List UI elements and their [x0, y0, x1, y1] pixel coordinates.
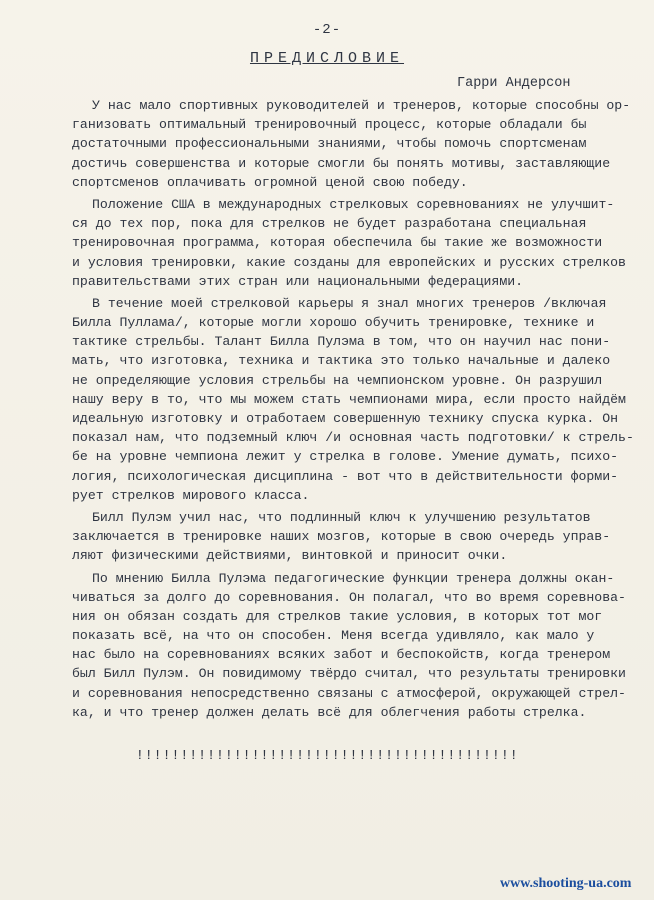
text-line: и соревнования непосредственно связаны с атмосферой, окружающей стрел- [72, 685, 626, 701]
text-line: и условия тренировки, какие созданы для европейских и русских стрелков [72, 254, 626, 270]
text-line: показать всё, на что он способен. Меня всегда удивляло, как мало у [72, 628, 595, 644]
text-line: В течение моей стрелковой карьеры я знал многих тренеров /включая [92, 295, 607, 311]
text-line: По мнению Билла Пулэма педагогические функции тренера должны окан- [92, 570, 615, 586]
text-line: спортсменов оплачивать огромной ценой свою победу. [72, 174, 468, 190]
text-line: бе на уровне чемпиона лежит у стрелка в голове. Умение думать, психо- [72, 449, 619, 465]
document-heading: ПРЕДИСЛОВИЕ [249, 50, 405, 67]
text-line: заключается в тренировке наших мозгов, которые в свою очередь управ- [72, 529, 611, 545]
text-line: ляют физическими действиями, винтовкой и приносит очки. [72, 548, 508, 564]
watermark-url: www.shooting-ua.com [500, 876, 632, 891]
text-line: Билл Пулэм учил нас, что подлинный ключ к улучшению результатов [92, 509, 591, 525]
paragraph [72, 195, 632, 291]
text-line: не определяющие условия стрельбы на чемпионском уровне. Он разрушил [72, 372, 603, 388]
text-line: Положение США в международных стрелковых соревнованиях не улучшит- [92, 196, 615, 212]
text-line: мать, что изготовка, техника и тактика это только начальные и далеко [72, 353, 611, 369]
paragraph [72, 569, 632, 723]
author-name: Гарри Андерсон [457, 76, 571, 91]
paragraph [72, 96, 632, 192]
text-line: показал нам, что подземный ключ /и основная часть подготовки/ к стрель- [72, 430, 634, 446]
text-line: нашу веру в то, что мы можем стать чемпионами мира, если просто найдём [72, 391, 626, 407]
text-line: чиваться за долго до соревнования. Он полагал, что во время соревнова- [72, 589, 626, 605]
text-line: У нас мало спортивных руководителей и тренеров, которые способны ор- [92, 98, 631, 113]
page-number: -2- [312, 22, 342, 38]
paragraph [72, 508, 632, 566]
text-line: ка, и что тренер должен делать всё для облегчения работы стрелка. [72, 704, 587, 720]
text-line: достичь совершенства и которые смогли бы понять мотивы, заставляющие [72, 155, 611, 171]
text-line: ся до тех пор, пока для стрелков не будет разработана специальная [72, 216, 587, 232]
paragraph [72, 294, 632, 505]
text-line: был Билл Пулэм. Он повидимому твёрдо считал, что результаты тренировки [72, 666, 626, 682]
text-line: ганизовать оптимальный тренировочный процесс, которые обладали бы [72, 117, 587, 133]
text-line: тренировочная программа, которая обеспечила бы такие же возможности [72, 235, 603, 251]
text-line: достаточными профессиональными знаниями, чтобы помочь спортсменам [72, 136, 587, 152]
text-line: ния он обязан создать для стрелков такие условия, в которых тот мог [72, 608, 603, 624]
text-line: идеальную изготовку и отработаем совершенную технику спуска курка. Он [72, 411, 619, 426]
divider-line: !!!!!!!!!!!!!!!!!!!!!!!!!!!!!!!!!!!!!!!!!!! [135, 748, 519, 764]
document-body [72, 96, 632, 722]
text-line: рует стрелков мирового класса. [72, 487, 310, 503]
text-line: нас было на соревнованиях всяких забот и беспокойств, когда тренером [72, 647, 611, 663]
text-line: Билла Пуллама/, которые могли хорошо обучить тренировке, технике и [72, 315, 595, 331]
text-line: правительствами этих стран или национальными федерациями. [72, 273, 524, 289]
text-line: тактике стрельбы. Талант Билла Пулэма в том, что он научил нас пони- [72, 334, 611, 350]
text-line: логия, психологическая дисциплина - вот что в действительности форми- [72, 468, 619, 484]
